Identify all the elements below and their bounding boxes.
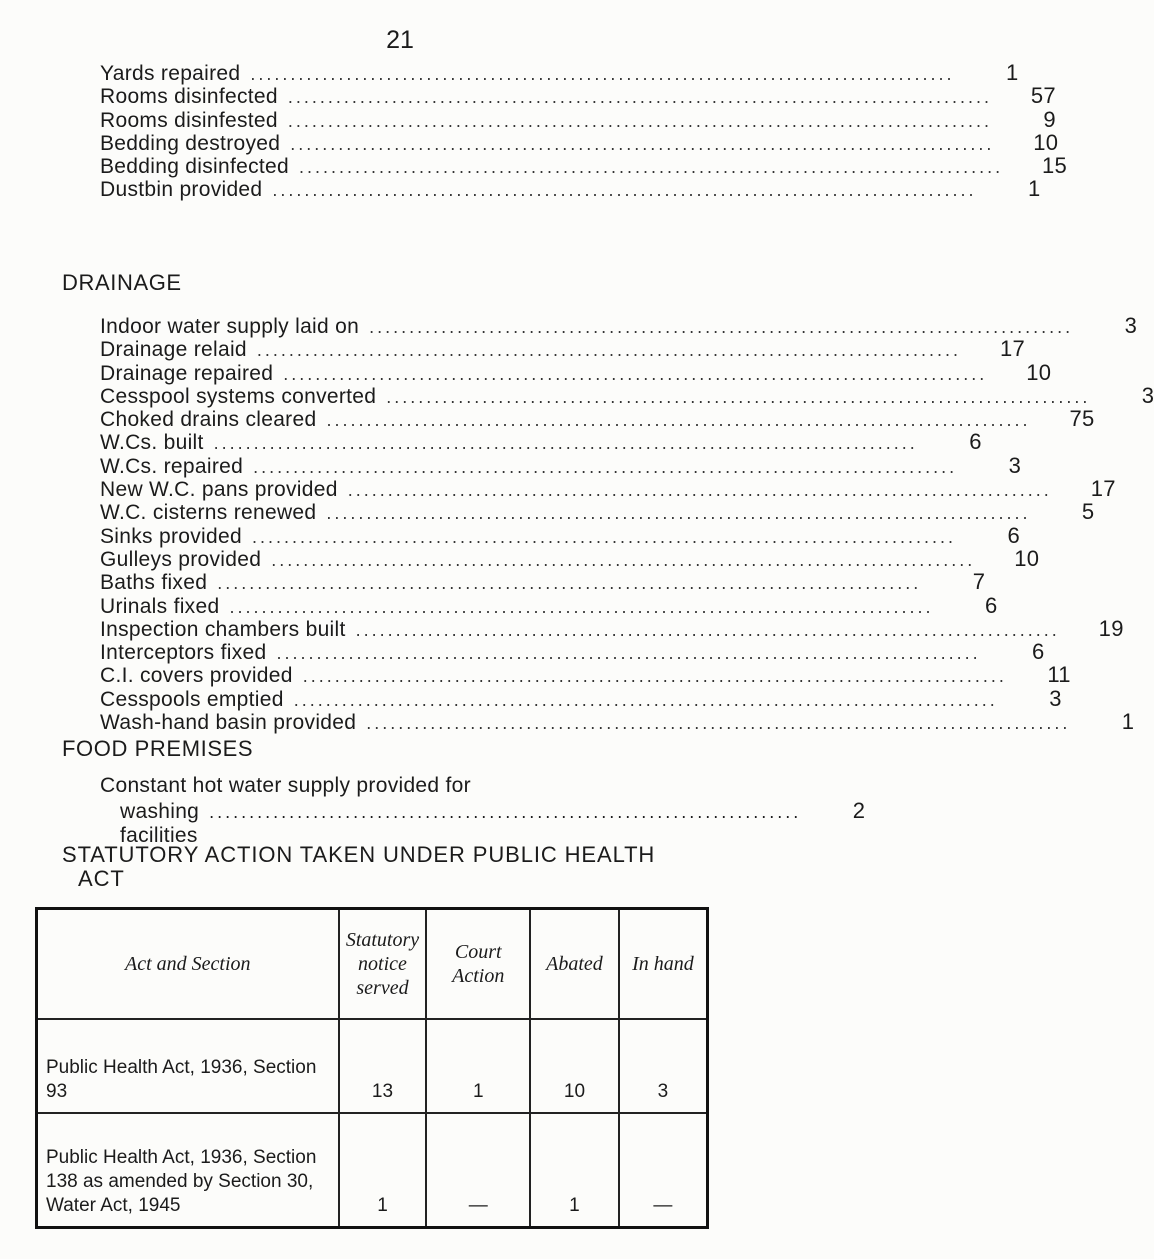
item-value: 6: [1007, 522, 1021, 548]
list-item: [100, 153, 1068, 179]
item-value: 15: [1042, 153, 1068, 179]
list-item: [100, 406, 1095, 432]
general-items-list: [100, 60, 1068, 202]
item-value: 1: [1027, 176, 1041, 202]
item-label: Gulleys provided: [100, 547, 262, 571]
list-item: [100, 313, 1138, 338]
item-value: 10: [1014, 545, 1040, 571]
item-value: 11: [1047, 662, 1071, 688]
list-item: [100, 709, 1135, 735]
notice-cell: 1: [339, 1113, 427, 1227]
item-value: 17: [999, 336, 1026, 362]
item-value: 6: [1032, 639, 1045, 665]
list-item: [100, 592, 998, 618]
item-label: Interceptors fixed: [100, 641, 267, 665]
item-label: W.C. cisterns renewed: [100, 501, 317, 525]
item-label: Baths fixed: [100, 571, 208, 595]
leader-dots: ........................................................................................: [355, 619, 1060, 640]
item-label: New W.C. pans provided: [100, 478, 338, 502]
leader-dots: ........................................................................................: [287, 87, 992, 108]
column-header-court: Court Action: [426, 909, 530, 1020]
abated-cell: 1: [530, 1113, 619, 1227]
item-value: 75: [1069, 406, 1095, 432]
leader-dots: ........................................................................................: [347, 480, 1052, 501]
item-value: 3: [1124, 313, 1138, 338]
list-item: [100, 662, 1071, 688]
item-label: Bedding destroyed: [100, 131, 281, 155]
item-value: 7: [972, 569, 986, 595]
drainage-items-list: [100, 313, 1154, 735]
drainage-heading: DRAINAGE: [62, 270, 182, 295]
table-row: [37, 1019, 708, 1113]
act-cell: Public Health Act, 1936, Section 93: [37, 1019, 339, 1113]
item-label: Rooms disinfested: [100, 108, 278, 132]
item-label: Urinals fixed: [100, 594, 220, 618]
food-premises-row: [120, 798, 866, 848]
leader-dots: ........................................................................................: [283, 363, 988, 384]
column-header-abated: Abated: [530, 909, 619, 1020]
item-label: Bedding disinfected: [100, 155, 289, 179]
leader-dots: ........................................................................................: [276, 643, 981, 664]
item-label: W.Cs. built: [100, 431, 204, 455]
item-value: 57: [1030, 83, 1056, 109]
item-label: Choked drains cleared: [100, 408, 317, 432]
food-premises-value: 2: [852, 798, 866, 823]
notice-cell: 13: [339, 1019, 427, 1113]
column-header-notice: Statutory notice served: [339, 909, 427, 1020]
list-item: [100, 545, 1040, 571]
item-value: 1: [1121, 709, 1135, 735]
act-cell: Public Health Act, 1936, Section 138 as amended by Section 30, Water Act, 1945: [37, 1113, 339, 1227]
statutory-heading-line1: STATUTORY ACTION TAKEN UNDER PUBLIC HEALTH: [62, 842, 656, 867]
item-value: 1: [1005, 60, 1019, 85]
list-item: [100, 639, 1045, 665]
item-label: C.I. covers provided: [100, 664, 293, 688]
item-value: 6: [985, 592, 998, 618]
leader-dots: ........................................................................................: [290, 133, 995, 154]
list-item: [100, 359, 1052, 385]
leader-dots: ........................................................................................: [271, 549, 976, 570]
leader-dots: ..........................................................................: [209, 802, 802, 822]
list-item: [100, 429, 982, 455]
leader-dots: ........................................................................................: [256, 340, 962, 361]
column-header-in-hand: In hand: [619, 909, 708, 1020]
in-hand-cell: —: [619, 1113, 708, 1227]
item-label: Cesspool systems converted: [100, 384, 377, 408]
leader-dots: ........................................................................................: [213, 433, 918, 454]
leader-dots: ........................................................................................: [253, 456, 958, 477]
item-value: 3: [1141, 382, 1154, 408]
list-item: [100, 176, 1041, 202]
item-label: Drainage repaired: [100, 361, 274, 385]
food-premises-heading: FOOD PREMISES: [62, 736, 254, 761]
column-header-act: Act and Section: [37, 909, 339, 1020]
list-item: [100, 685, 1062, 711]
item-value: 3: [1008, 452, 1022, 478]
list-item: [100, 476, 1116, 502]
list-item: [100, 129, 1059, 155]
table-row: [37, 1113, 708, 1227]
list-item: [100, 452, 1022, 478]
list-item: [100, 615, 1124, 641]
leader-dots: ........................................................................................: [293, 689, 998, 710]
in-hand-cell: 3: [619, 1019, 708, 1113]
item-label: Wash-hand basin provided: [100, 711, 357, 735]
court-cell: 1: [426, 1019, 530, 1113]
item-label: Indoor water supply laid on: [100, 315, 360, 338]
list-item: [100, 60, 1019, 85]
item-value: 17: [1090, 476, 1116, 502]
court-cell: —: [426, 1113, 530, 1227]
leader-dots: ........................................................................................: [326, 503, 1031, 524]
leader-dots: ........................................................................................: [369, 317, 1074, 337]
list-item: [100, 336, 1026, 362]
leader-dots: ........................................................................................: [217, 573, 922, 594]
table-header-row: [37, 909, 708, 1020]
item-label: Yards repaired: [100, 62, 241, 85]
list-item: [100, 569, 986, 595]
item-label: Dustbin provided: [100, 178, 263, 202]
item-value: 10: [1033, 129, 1059, 155]
leader-dots: ........................................................................................: [251, 526, 957, 547]
item-label: Inspection chambers built: [100, 617, 346, 641]
item-value: 9: [1043, 106, 1056, 132]
item-value: 3: [1049, 685, 1062, 711]
item-value: 19: [1098, 615, 1124, 641]
food-premises-label: washing facilities: [120, 800, 200, 847]
list-item: [100, 499, 1095, 525]
item-label: Rooms disinfected: [100, 85, 278, 109]
leader-dots: ........................................................................................: [366, 713, 1071, 734]
statutory-action-table: [35, 907, 709, 1229]
list-item: [100, 522, 1021, 548]
leader-dots: ........................................................................................: [302, 666, 1007, 687]
item-label: W.Cs. repaired: [100, 454, 244, 478]
leader-dots: ........................................................................................: [272, 180, 977, 201]
item-label: Cesspools emptied: [100, 687, 284, 711]
item-label: Sinks provided: [100, 524, 242, 548]
list-item: [100, 106, 1056, 132]
food-premises-description: Constant hot water supply provided for: [100, 774, 471, 797]
item-value: 10: [1026, 359, 1052, 385]
leader-dots: ........................................................................................: [326, 410, 1031, 431]
leader-dots: ........................................................................................: [250, 64, 955, 84]
leader-dots: ........................................................................................: [287, 110, 992, 131]
item-label: Drainage relaid: [100, 338, 247, 362]
page-number: 21: [386, 26, 414, 54]
list-item: [100, 382, 1154, 408]
leader-dots: ........................................................................................: [229, 596, 934, 617]
abated-cell: 10: [530, 1019, 619, 1113]
item-value: 5: [1081, 499, 1095, 525]
leader-dots: ........................................................................................: [386, 386, 1091, 407]
item-value: 6: [969, 429, 982, 455]
leader-dots: ........................................................................................: [299, 157, 1004, 178]
statutory-heading-line2: ACT: [78, 866, 125, 891]
list-item: [100, 83, 1056, 109]
